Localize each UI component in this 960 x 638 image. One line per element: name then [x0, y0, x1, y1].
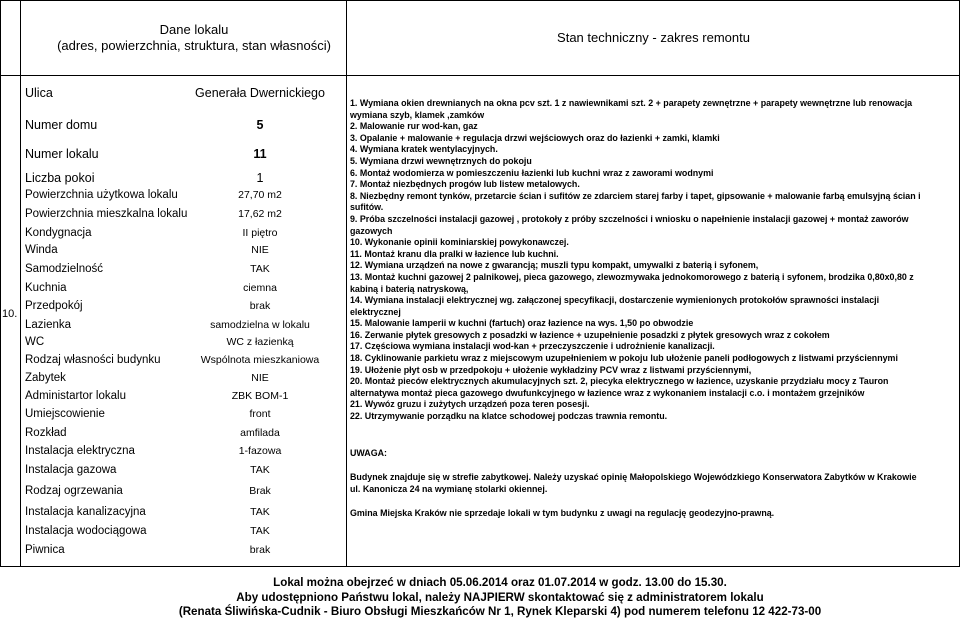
scope-item: 11. Montaż kranu dla pralki w łazience lub kuchni. — [350, 248, 559, 259]
footer-line: (Renata Śliwińska-Cudnik - Biuro Obsługi Mieszkańców Nr 1, Rynek Kleparski 4) pod numerem telefonu 12 422-73-00 — [178, 605, 822, 619]
header-divider — [0, 75, 960, 76]
property-label: Powierzchnia użytkowa lokalu — [25, 189, 178, 201]
uwaga-line: Budynek znajduje się w strefie zabytkowej. Należy uzyskać opinię Małopolskiego Wojewódzkiego Konserwatora Zabytków w Krakowie — [350, 472, 917, 482]
property-label: Liczba pokoi — [25, 171, 95, 185]
scope-item: 2. Malowanie rur wod-kan, gaz — [350, 121, 478, 132]
property-label: Instalacja elektryczna — [25, 445, 135, 457]
property-value: Wspólnota mieszkaniowa — [200, 354, 320, 366]
scope-item: 17. Częściowa wymiana instalacji wod-kan + przeczyszczenie i udrożnienie kanalizacji. — [350, 341, 715, 352]
property-value: NIE — [251, 244, 269, 256]
property-value: Generała Dwernickiego — [195, 86, 325, 100]
property-value: ciemna — [243, 282, 277, 294]
scope-item: 15. Malowanie lamperii w kuchni (fartuch) oraz łazience na wys. 1,50 po obwodzie — [350, 318, 694, 329]
scope-item: kabiną i baterią natryskową, — [350, 283, 469, 294]
scope-item: elektrycznej — [350, 306, 401, 317]
scope-item: 21. Wywóz gruzu i zużytych urządzeń poza teren posesji. — [350, 399, 590, 410]
property-label: Rodzaj ogrzewania — [25, 485, 123, 497]
property-value: front — [249, 408, 271, 420]
property-value: WC z łazienką — [226, 336, 294, 348]
scope-item: 19. Ułożenie płyt osb w przedpokoju + ułożenie wykładziny PCV wraz z listwami przyściennymi, — [350, 364, 752, 375]
property-value: 5 — [256, 118, 264, 132]
scope-item: 18. Cyklinowanie parkietu wraz z miejscowym uzupełnieniem w pokoju lub ułożenie paneli podłogowych z listwami przyściennymi — [350, 353, 898, 364]
property-label: Powierzchnia mieszkalna lokalu — [25, 208, 188, 220]
property-label: Lazienka — [25, 319, 72, 331]
property-value: 17,62 m2 — [238, 208, 282, 220]
uwaga-text — [350, 472, 958, 495]
scope-item: gazowych — [350, 225, 393, 236]
scope-item: 1. Wymiana okien drewnianych na okna pcv szt. 1 z nawiewnikami szt. 2 + parapety zewnętrzne + parapety wewnętrzne lub renowacja — [350, 98, 913, 108]
scope-item: 13. Montaż kuchni gazowej 2 palnikowej, pieca gazowego, zlewozmywaka jednokomorowego z baterią i syfonem, brodzika 0,80x0,80 z — [350, 271, 914, 282]
header-right-cell — [347, 0, 960, 75]
column-divider-2 — [346, 0, 347, 566]
property-label: Numer lokalu — [25, 147, 99, 161]
property-value: TAK — [250, 464, 270, 476]
renovation-scope-list — [350, 98, 958, 423]
gmina-note: Gmina Miejska Kraków nie sprzedaje lokali w tym budynku z uwagi na regulację geodezyjno-prawną. — [350, 508, 775, 518]
column-divider-1 — [20, 0, 21, 566]
scope-item: 6. Montaż wodomierza w pomieszczeniu łazienki lub kuchni wraz z zaworami wodnymi — [350, 167, 714, 178]
property-value: TAK — [250, 506, 270, 518]
property-value: 1-fazowa — [238, 445, 282, 457]
property-value: TAK — [250, 525, 270, 537]
scope-item: 4. Wymiana kratek wentylacyjnych. — [350, 144, 498, 155]
property-label: Kuchnia — [25, 282, 67, 294]
scope-item: alternatywa montaż pieca gazowego dwufunkcyjnego w łazience wraz z wykonaniem instalacji c.o. i montażem grzejników — [350, 387, 865, 398]
property-label: Instalacja gazowa — [25, 464, 117, 476]
property-value: II piętro — [242, 227, 278, 239]
footer-line: Aby udostępniono Państwu lokal, należy NAJPIERW skontaktować się z administratorem lokalu — [236, 590, 764, 604]
footer-line: Lokal można obejrzeć w dniach 05.06.2014 oraz 01.07.2014 w godz. 13.00 do 15.30. — [273, 576, 727, 589]
property-label: Rozkład — [25, 427, 67, 439]
property-label: WC — [25, 336, 45, 348]
property-value: TAK — [250, 263, 270, 275]
property-value: 1 — [256, 171, 264, 185]
viewing-info — [40, 576, 960, 620]
scope-item: wymiana szyb, klamek ,zamków — [350, 109, 485, 120]
border-left — [0, 0, 1, 566]
property-value: brak — [249, 300, 271, 312]
scope-item: 3. Opalanie + malowanie + regulacja drzwi wejściowych oraz do łazienki + zamki, klamki — [350, 132, 720, 143]
property-label: Piwnica — [25, 544, 65, 556]
property-value: brak — [249, 544, 271, 556]
uwaga-line: ul. Kanonicza 24 na wymianę stolarki okiennej. — [350, 483, 548, 494]
scope-item: 10. Wykonanie opinii kominiarskiej powykonawczej. — [350, 237, 569, 248]
row-bottom-divider — [0, 566, 960, 567]
header-left-subtitle: (adres, powierzchnia, struktura, stan własności) — [57, 37, 331, 53]
property-label: Samodzielność — [25, 263, 103, 275]
property-label: Numer domu — [25, 118, 98, 132]
header-right-title: Stan techniczny - zakres remontu — [557, 29, 750, 45]
scope-item: 20. Montaż pieców elektrycznych akumulacyjnych szt. 2, piecyka elektrycznego w łazience, uzyskanie przydziału mocy z Tauron — [350, 376, 889, 387]
header-left-cell — [42, 0, 346, 75]
scope-item: 5. Wymiana drzwi wewnętrznych do pokoju — [350, 155, 532, 166]
property-value: amfilada — [240, 427, 280, 439]
property-label: Przedpokój — [25, 300, 83, 312]
scope-item: 12. Wymiana urządzeń na nowe z gwarancją; muszli typu kompakt, umywalki z baterią i syfonem, — [350, 260, 759, 271]
property-value: 27,70 m2 — [238, 189, 282, 201]
property-value: Brak — [249, 485, 271, 497]
property-label: Ulica — [25, 86, 53, 100]
scope-item: 16. Zerwanie płytek gresowych z posadzki w łazience + uzupełnienie posadzki z płytek gresowych wraz z cokołem — [350, 329, 830, 340]
property-value: ZBK BOM-1 — [231, 390, 289, 402]
uwaga-label: UWAGA: — [350, 448, 387, 458]
row-number: 10. — [2, 308, 18, 320]
scope-item: 9. Próba szczelności instalacji gazowej , protokoły z próby szczelności i wniosku o napełnienie instalacji gazowej + montaż zaworów — [350, 213, 909, 224]
property-value: 11 — [253, 147, 267, 161]
property-label: Kondygnacja — [25, 227, 92, 239]
scope-item: 14. Wymiana instalacji elektrycznej wg. załączonej specyfikacji, dostarczenie wymienionych protokołów sprawności instalacji — [350, 295, 880, 306]
property-value: NIE — [251, 372, 269, 384]
property-label: Winda — [25, 244, 58, 256]
property-value: samodzielna w lokalu — [210, 319, 310, 331]
property-label: Administartor lokalu — [25, 390, 126, 402]
scope-item: sufitów. — [350, 202, 384, 213]
scope-item: 22. Utrzymywanie porządku na klatce schodowej podczas trawnia remontu. — [350, 411, 668, 422]
property-label: Zabytek — [25, 372, 66, 384]
property-label: Umiejscowienie — [25, 408, 105, 420]
property-label: Instalacja wodociągowa — [25, 525, 147, 537]
scope-item: 7. Montaż niezbędnych progów lub listew metalowych. — [350, 179, 580, 190]
scope-item: 8. Niezbędny remont tynków, przetarcie ścian i sufitów ze zdarciem starej farby i tapet, gipsowanie + malowanie farbą emulsyjną ścian i — [350, 190, 921, 201]
header-left-title: Dane lokalu — [159, 21, 229, 37]
property-label: Instalacja kanalizacyjna — [25, 506, 146, 518]
property-label: Rodzaj własności budynku — [25, 354, 161, 366]
